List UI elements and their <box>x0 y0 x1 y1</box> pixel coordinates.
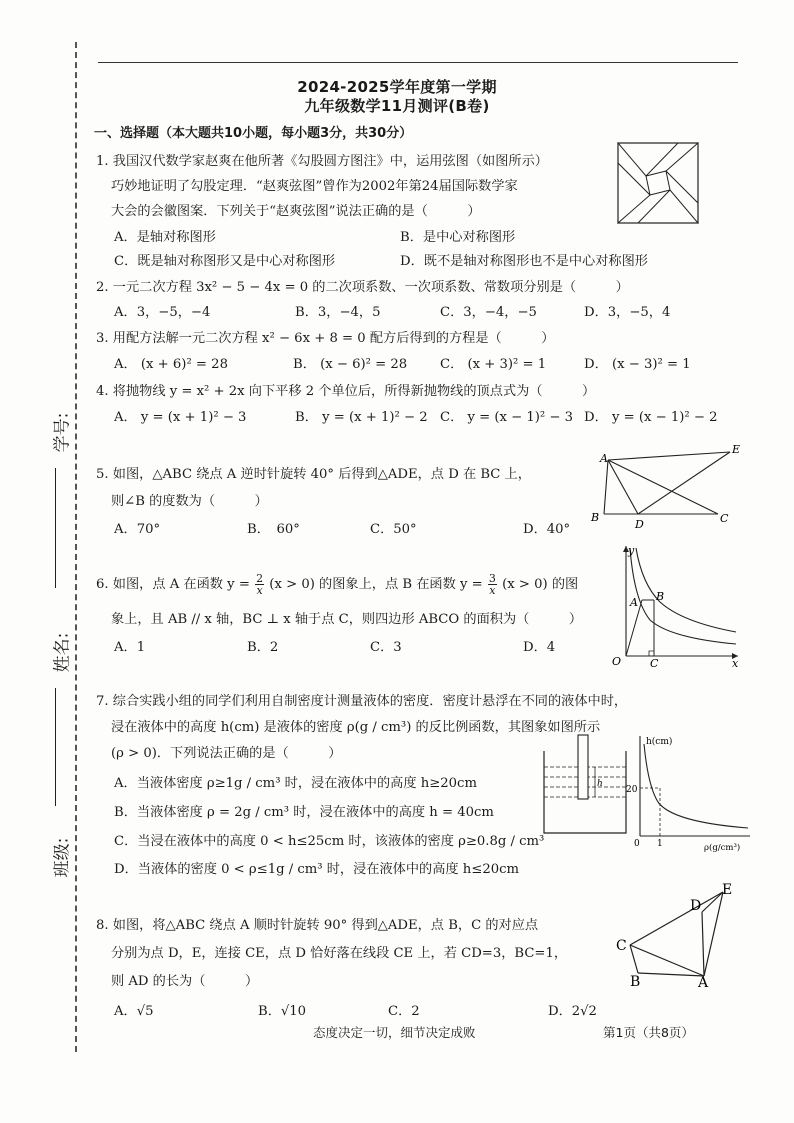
q4-option-c[interactable]: C． y = (x − 1)² − 3 <box>440 410 574 425</box>
q5-label-e: E <box>732 443 741 456</box>
q6-option-c[interactable]: C．3 <box>370 640 402 655</box>
q4-option-d[interactable]: D． y = (x − 1)² − 2 <box>584 410 718 425</box>
q7-stem-line1: 7. 综合实践小组的同学们利用自制密度计测量液体的密度．密度计悬浮在不同的液体中时， <box>96 694 628 709</box>
q4-option-a[interactable]: A． y = (x + 1)² − 3 <box>114 410 247 425</box>
q8-rotation-figure <box>610 880 740 991</box>
binding-dashed-line <box>75 42 77 1052</box>
q5-label-d: D <box>635 518 644 531</box>
q7-tick-1: 1 <box>657 839 663 849</box>
q6-stem-part1: 6. 如图，点 A 在函数 y = <box>96 577 250 592</box>
q6-fraction-2-den: x <box>489 584 496 597</box>
q5-label-a: A <box>600 452 608 465</box>
q3-option-a[interactable]: A． (x + 6)² = 28 <box>114 357 228 372</box>
q6-fraction-1-den: x <box>256 584 263 597</box>
q6-option-b[interactable]: B．2 <box>247 640 279 655</box>
q6-fraction-2 <box>488 573 497 596</box>
q6-option-d[interactable]: D．4 <box>523 640 556 655</box>
q7-option-c[interactable]: C．当浸在液体中的高度 0 < h≤25cm 时，该液体的密度 ρ≥0.8g / cm³ <box>114 834 545 849</box>
section-heading: 一、选择题（本大题共10小题，每小题3分，共30分） <box>94 126 413 141</box>
q7-option-d[interactable]: D．当液体的密度 0 < ρ≤1g / cm³ 时，浸在液体中的高度 h≤20cm <box>114 862 520 877</box>
q1-stem-line1: 1. 我国汉代数学家赵爽在他所著《勾股圆方图注》中，运用弦图（如图所示） <box>96 154 548 169</box>
q8-option-c[interactable]: C．2 <box>388 1004 420 1019</box>
q5-option-b[interactable]: B． 60° <box>247 522 300 537</box>
q1-stem-line2: 巧妙地证明了勾股定理．“赵爽弦图”曾作为2002年第24届国际数学家 <box>111 179 518 194</box>
q2-option-d[interactable]: D．3，−5，4 <box>584 305 671 320</box>
q3-option-c[interactable]: C． (x + 3)² = 1 <box>440 357 547 372</box>
student-id-blank <box>55 468 56 588</box>
q2-option-c[interactable]: C．3，−4，−5 <box>440 305 537 320</box>
q2-stem: 2. 一元二次方程 3x² − 5 − 4x = 0 的二次项系数、一次项系数、常数项分别是（ ） <box>96 280 629 295</box>
q7-stem-line3: (ρ > 0)．下列说法正确的是（ ） <box>111 746 342 761</box>
q8-option-b[interactable]: B．√10 <box>258 1004 307 1019</box>
q6-stem-part2: (x > 0) 的图象上，点 B 在函数 y = <box>269 577 483 592</box>
q7-h-mark: h <box>597 779 603 789</box>
q5-label-b: B <box>591 511 600 524</box>
q6-label-x: x <box>732 657 739 670</box>
q5-stem-line1: 5. 如图，△ABC 绕点 A 逆时针旋转 40° 后得到△ADE，点 D 在 BC 上， <box>96 467 531 482</box>
q3-stem: 3. 用配方法解一元二次方程 x² − 6x + 8 = 0 配方后得到的方程是（ ） <box>96 331 555 346</box>
q5-stem-line2: 则∠B 的度数为（ ） <box>111 494 268 509</box>
exam-title-line1: 2024-2025学年度第一学期 <box>297 78 497 96</box>
q8-option-a[interactable]: A．√5 <box>114 1004 154 1019</box>
q8-label-b: B <box>630 974 641 990</box>
q7-hydrometer-figure <box>540 733 632 843</box>
q1-option-c[interactable]: C．既是轴对称图形又是中心对称图形 <box>114 254 336 269</box>
class-label: 班级: <box>52 837 73 878</box>
q5-triangle-figure <box>586 440 746 535</box>
q3-option-d[interactable]: D． (x − 3)² = 1 <box>584 357 691 372</box>
q7-stem-line2: 浸在液体中的高度 h(cm) 是液体的密度 ρ(g / cm³) 的反比例函数，其图象如图所示 <box>111 720 601 735</box>
q6-fraction-1-num: 2 <box>256 572 264 585</box>
exam-title-line2: 九年级数学11月测评(B卷) <box>304 97 490 115</box>
q6-label-c: C <box>650 657 659 670</box>
q6-label-b: B <box>656 590 665 603</box>
q1-option-b[interactable]: B．是中心对称图形 <box>400 230 516 245</box>
q6-stem-part3: (x > 0) 的图 <box>502 577 579 592</box>
q3-option-b[interactable]: B． (x − 6)² = 28 <box>293 357 408 372</box>
q5-option-a[interactable]: A．70° <box>114 522 161 537</box>
q6-fraction-2-num: 3 <box>488 572 496 585</box>
name-blank <box>55 688 56 806</box>
q8-label-c: C <box>616 938 627 954</box>
q8-option-d[interactable]: D．2√2 <box>548 1004 597 1019</box>
q7-tick-20: 20 <box>626 785 638 795</box>
q5-label-c: C <box>720 512 729 525</box>
footer-motto: 态度决定一切，细节决定成败 <box>313 1025 476 1040</box>
header-rule <box>98 62 738 63</box>
q8-stem-line3: 则 AD 的长为（ ） <box>111 974 259 989</box>
q2-option-a[interactable]: A．3，−5，−4 <box>114 305 211 320</box>
q7-axis-h-label: h(cm) <box>646 737 673 747</box>
q6-label-a: A <box>630 596 638 609</box>
student-id-label: 学号: <box>52 412 73 453</box>
q4-stem: 4. 将抛物线 y = x² + 2x 向下平移 2 个单位后，所得新抛物线的顶点式为（ ） <box>96 384 596 399</box>
q6-option-a[interactable]: A．1 <box>114 640 146 655</box>
q7-option-b[interactable]: B．当液体密度 ρ = 2g / cm³ 时，浸在液体中的高度 h = 40cm <box>114 805 494 820</box>
q1-stem-line3: 大会的会徽图案．下列关于“赵爽弦图”说法正确的是（ ） <box>111 204 481 219</box>
zhaoshuang-figure <box>615 140 701 226</box>
q8-stem-line2: 分别为点 D，E，连接 CE，点 D 恰好落在线段 CE 上，若 CD=3，BC=1， <box>111 946 568 961</box>
q7-option-a[interactable]: A．当液体密度 ρ≥1g / cm³ 时，浸在液体中的高度 h≥20cm <box>114 776 477 791</box>
q4-option-b[interactable]: B． y = (x + 1)² − 2 <box>295 410 428 425</box>
q6-stem-line2: 象上，且 AB // x 轴，BC ⊥ x 轴于点 C，则四边形 ABCO 的面积为（ ） <box>111 612 583 627</box>
page-number: 第1页（共8页） <box>603 1025 694 1040</box>
q6-label-o: O <box>612 655 622 668</box>
q6-label-y: y <box>628 544 635 557</box>
q8-label-a: A <box>698 975 709 991</box>
q1-option-d[interactable]: D．既不是轴对称图形也不是中心对称图形 <box>400 254 648 269</box>
q5-option-d[interactable]: D．40° <box>523 522 571 537</box>
name-label: 姓名: <box>52 632 73 673</box>
q6-hyperbola-figure <box>600 540 745 668</box>
q1-option-a[interactable]: A．是轴对称图形 <box>114 230 216 245</box>
q7-tick-0: 0 <box>634 839 640 849</box>
q6-stem-line1 <box>96 573 578 596</box>
q7-inverse-graph <box>626 730 755 853</box>
q8-label-d: D <box>690 898 702 914</box>
q8-stem-line1: 8. 如图，将△ABC 绕点 A 顺时针旋转 90° 得到△ADE，点 B，C 的对应点 <box>96 918 539 933</box>
q5-option-c[interactable]: C．50° <box>370 522 417 537</box>
q2-option-b[interactable]: B．3，−4，5 <box>295 305 381 320</box>
q8-label-e: E <box>722 882 733 898</box>
q7-axis-rho-label: ρ(g/cm³) <box>704 843 741 853</box>
q6-fraction-1 <box>255 573 264 596</box>
